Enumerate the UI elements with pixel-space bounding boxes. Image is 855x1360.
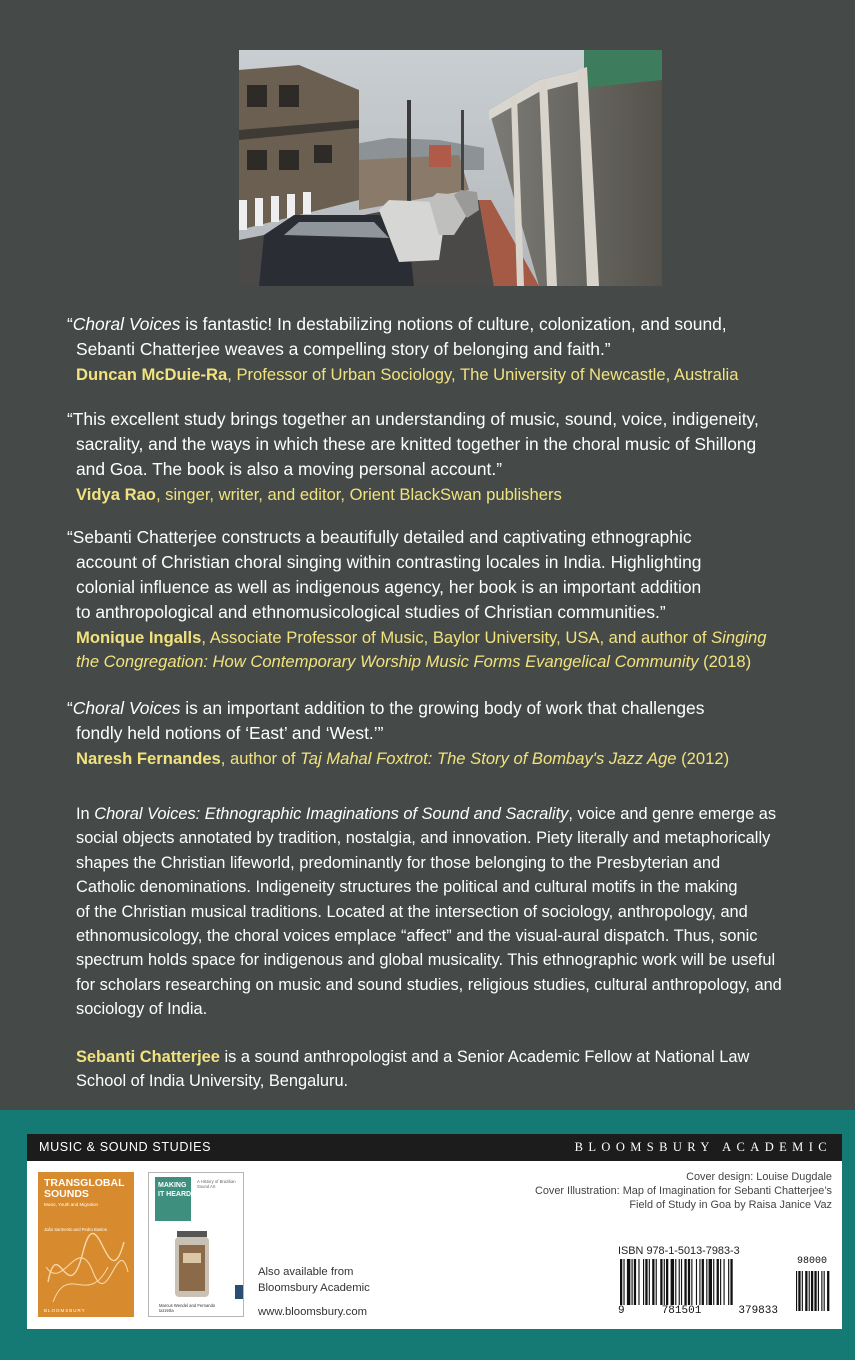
barcode-bar xyxy=(632,1259,633,1305)
barcode-digits: 9 781501 379833 xyxy=(618,1305,778,1317)
barcode-bar xyxy=(664,1259,665,1305)
bio-line: School of India University, Bengaluru. xyxy=(76,1072,349,1091)
quote-line: “Choral Voices is an important addition to the growing body of work that challenges xyxy=(67,698,705,718)
quote-line: to anthropological and ethnomusicological studies of Christian communities.” xyxy=(76,602,666,622)
quote-line: “This excellent study brings together an understanding of music, sound, voice, indigeneity, xyxy=(67,409,759,429)
barcode-bar xyxy=(728,1259,729,1305)
related-book-cover-1[interactable] xyxy=(38,1172,134,1317)
barcode-bar xyxy=(638,1259,639,1305)
barcode-addon-bar xyxy=(809,1271,810,1311)
barcode-bar xyxy=(713,1259,714,1305)
barcode-bar xyxy=(720,1259,721,1305)
series-bar xyxy=(27,1134,842,1161)
jar-illustration xyxy=(149,1173,244,1317)
bio-line: Sebanti Chatterjee is a sound anthropologist and a Senior Academic Fellow at National Law xyxy=(76,1048,750,1066)
barcode-bar xyxy=(679,1259,680,1305)
quote-line: “Choral Voices is fantastic! In destabilizing notions of culture, colonization, and sound, xyxy=(67,314,727,334)
author-name: Sebanti Chatterjee xyxy=(76,1048,220,1066)
book-authors: Marcus Wendel and Fernando Iazzetta xyxy=(159,1303,216,1313)
review-quote-3 xyxy=(67,525,841,674)
book-subtitle: A History of Brazilian Sound Art xyxy=(197,1179,236,1189)
quote-line: and Goa. The book is also a moving personal account.” xyxy=(76,459,503,479)
book-title: TRANSGLOBAL SOUNDS xyxy=(44,1177,125,1200)
barcode-bar xyxy=(730,1259,732,1305)
footer-panel xyxy=(27,1161,842,1329)
quote-attribution-continued: the Congregation: How Contemporary Worship Music Forms Evangelical Community (2018) xyxy=(76,652,752,671)
barcode-bar xyxy=(724,1259,725,1305)
barcode-bar xyxy=(645,1259,647,1305)
barcode-bar xyxy=(696,1259,697,1305)
description-line: of the Christian musical traditions. Located at the intersection of sociology, anthropology, and xyxy=(76,902,748,921)
barcode-bar xyxy=(699,1259,700,1305)
barcode-bar xyxy=(656,1259,657,1305)
series-label: MUSIC & SOUND STUDIES xyxy=(39,1140,212,1154)
book-subtitle: Music, Youth and Migration xyxy=(44,1202,99,1207)
barcode-bar xyxy=(681,1259,682,1305)
barcode-bar xyxy=(634,1259,636,1305)
quote-line: sacrality, and the ways in which these are knitted together in the choral music of Shillong xyxy=(76,434,757,454)
barcode-bar xyxy=(702,1259,704,1305)
barcode-bar xyxy=(684,1259,686,1305)
review-quote-4 xyxy=(67,696,841,771)
book-title: MAKING IT HEARD xyxy=(158,1182,192,1198)
barcode-addon-bar xyxy=(798,1271,800,1311)
barcode-bar xyxy=(652,1259,654,1305)
barcode-bar xyxy=(660,1259,662,1305)
description-line: social objects annotated by tradition, nostalgia, and innovation. Piety literally and metaphorically xyxy=(76,829,771,848)
barcode-addon-bar xyxy=(821,1271,822,1311)
barcode-bar xyxy=(671,1259,674,1305)
quote-line: colonial influence as well as indigenous agency, her book is an important addition xyxy=(76,577,702,597)
barcode-bar xyxy=(620,1259,622,1305)
quote-attribution: Monique Ingalls, Associate Professor of Music, Baylor University, USA, and author of Singing xyxy=(76,628,767,647)
barcode-addon-bar xyxy=(796,1271,797,1311)
cover-credits: Cover design: Louise Dugdale Cover Illustration: Map of Imagination for Sebanti Chatterjee’s Field of Study in Goa by Raisa Janice Vaz xyxy=(534,1171,832,1211)
also-available: Also available from Bloomsbury Academic xyxy=(258,1266,370,1294)
book-description xyxy=(76,802,841,1022)
barcode-addon-bar xyxy=(827,1271,829,1311)
barcode-bar xyxy=(706,1259,707,1305)
barcode-addon-digits: 98000 xyxy=(797,1256,828,1267)
book-publisher: BLOOMSBURY xyxy=(44,1308,86,1313)
barcode-bar xyxy=(717,1259,719,1305)
barcode-addon-bar xyxy=(814,1271,816,1311)
description-line: for scholars researching on music and sound studies, religious studies, cultural anthropology, and xyxy=(76,975,782,994)
isbn-label: ISBN 978-1-5013-7983-3 xyxy=(618,1245,740,1257)
barcode-bar xyxy=(691,1259,692,1305)
barcode-bar xyxy=(666,1259,668,1305)
barcode-bar xyxy=(627,1259,630,1305)
quote-line: “Sebanti Chatterjee constructs a beautifully detailed and captivating ethnographic xyxy=(67,527,692,547)
barcode-bar xyxy=(623,1259,624,1305)
related-book-cover-2[interactable] xyxy=(148,1172,244,1317)
review-quote-1 xyxy=(67,312,841,387)
quote-attribution: Duncan McDuie-Ra, Professor of Urban Sociology, The University of Newcastle, Australia xyxy=(76,365,739,384)
quote-line: account of Christian choral singing within contrasting locales in India. Highlighting xyxy=(76,552,702,572)
barcode-bar xyxy=(643,1259,644,1305)
barcode-addon-bar xyxy=(805,1271,807,1311)
quote-line: fondly held notions of ‘East’ and ‘West.’” xyxy=(76,723,384,743)
barcode-addon-bar xyxy=(824,1271,825,1311)
publisher-url[interactable]: www.bloomsbury.com xyxy=(258,1306,368,1318)
barcode-bar xyxy=(709,1259,712,1305)
barcode-addon-bar xyxy=(802,1271,803,1311)
barcode-bar xyxy=(675,1259,676,1305)
description-line: spectrum holds space for indigenous and global musicality. This ethnographic work will be useful xyxy=(76,951,776,970)
quote-attribution: Naresh Fernandes, author of Taj Mahal Foxtrot: The Story of Bombay's Jazz Age (2012) xyxy=(76,749,730,768)
book-authors: João Sarmento and Pedro Bastos xyxy=(44,1227,107,1232)
barcode-bar xyxy=(688,1259,690,1305)
description-line: ethnomusicology, the choral voices emplace “affect” and the visual-aural dispatch. Thus, sonic xyxy=(76,927,758,946)
quote-line: Sebanti Chatterjee weaves a compelling story of belonging and faith.” xyxy=(76,339,611,359)
publisher-label: BLOOMSBURY ACADEMIC xyxy=(574,1140,832,1154)
barcode-addon-bar xyxy=(811,1271,813,1311)
description-line: shapes the Christian lifeworld, predominantly for those belonging to the Presbyterian and xyxy=(76,853,721,872)
description-line: sociology of India. xyxy=(76,1000,208,1019)
description-line: Catholic denominations. Indigeneity structures the political and cultural motifs in the making xyxy=(76,878,738,897)
quote-attribution: Vidya Rao, singer, writer, and editor, Orient BlackSwan publishers xyxy=(76,485,562,504)
author-bio xyxy=(76,1045,841,1094)
review-quote-2 xyxy=(67,407,841,507)
description-line: In Choral Voices: Ethnographic Imaginations of Sound and Sacrality, voice and genre emerge as xyxy=(76,805,777,823)
barcode-bar xyxy=(649,1259,650,1305)
street-photo xyxy=(239,50,662,286)
barcode-addon-bar xyxy=(818,1271,819,1311)
